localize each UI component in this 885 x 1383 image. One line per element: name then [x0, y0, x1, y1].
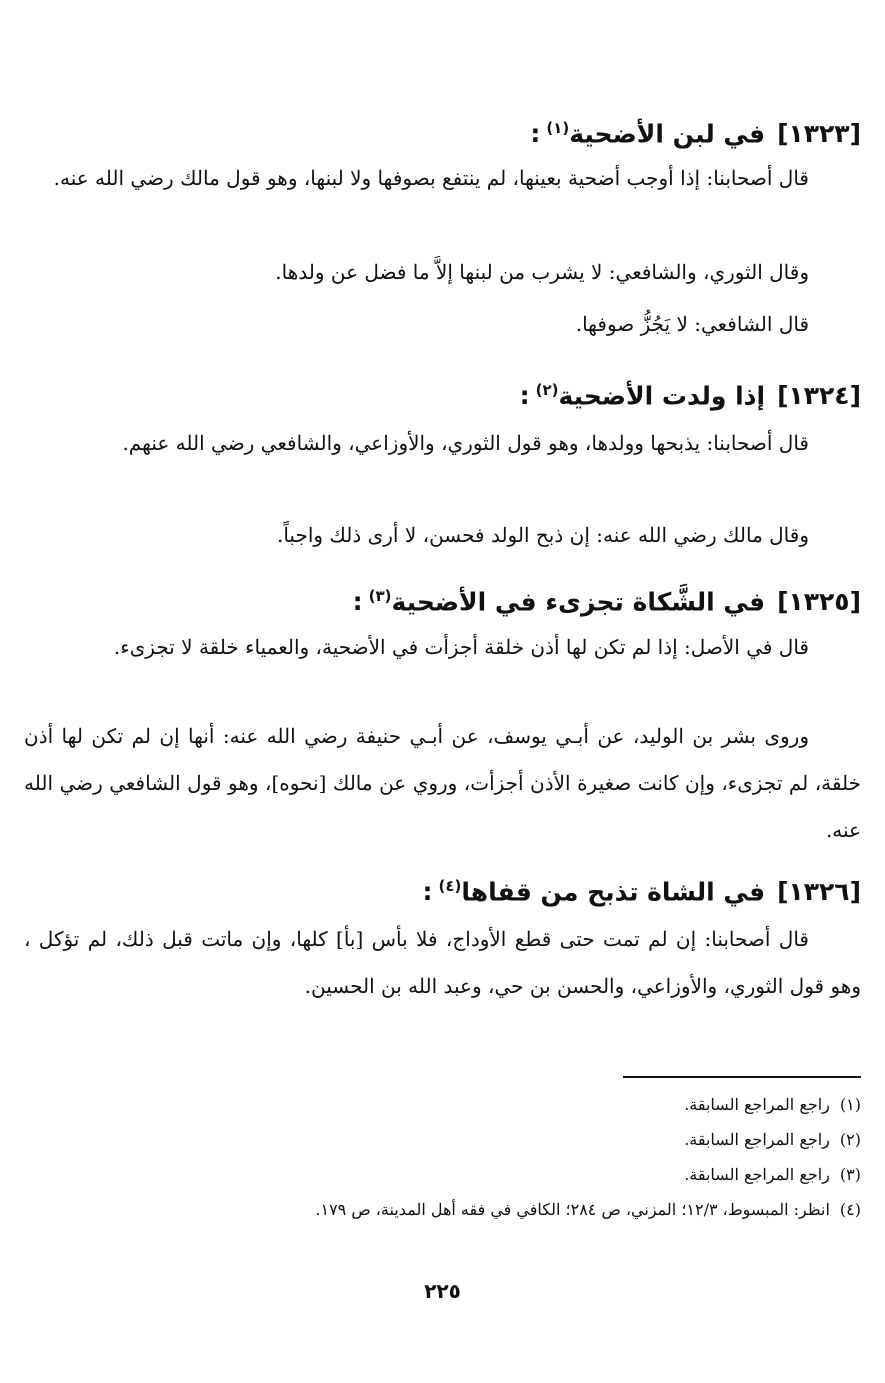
- section-heading-1325: [24, 576, 861, 622]
- footnote: [24, 1160, 861, 1190]
- footnote-mark: (٢): [535, 381, 559, 399]
- paragraph: وقال الثوري، والشافعي: لا يشرب من لبنها إلاَّ ما فضل عن ولدها.: [275, 260, 809, 284]
- paragraph: قال أصحابنا: يذبحها وولدها، وهو قول الثوري، والأوزاعي، والشافعي رضي الله عنهم.: [122, 431, 809, 455]
- heading-colon: :: [422, 877, 433, 907]
- section-heading-1326: [24, 866, 861, 912]
- paragraph: قال في الأصل: إذا لم تكن لها أذن خلقة أجزأت في الأضحية، والعمياء خلقة لا تجزىء.: [113, 635, 809, 659]
- footnote-number: (٢): [839, 1130, 861, 1149]
- footnote-number: (١): [839, 1095, 861, 1114]
- footnote-text: انظر: المبسوط، ١٢/٣؛ المزني، ص ٢٨٤؛ الكافي في فقه أهل المدينة، ص ١٧٩.: [315, 1200, 830, 1219]
- heading-colon: :: [352, 587, 363, 617]
- footnote-text: راجع المراجع السابقة.: [684, 1130, 830, 1149]
- section-number: [١٣٢٣]: [777, 119, 861, 149]
- footnote-divider: [623, 1076, 861, 1078]
- footnote: [24, 1090, 861, 1120]
- footnote-number: (٤): [839, 1200, 861, 1219]
- heading-colon: :: [530, 119, 541, 149]
- section-title: في الشاة تذبح من قفاها: [461, 877, 766, 907]
- footnote: [24, 1125, 861, 1155]
- paragraph: قال أصحابنا: إذا أوجب أضحية بعينها، لم ينتفع بصوفها ولا لبنها، وهو قول مالك رضي الله عنه.: [53, 166, 809, 190]
- paragraph: وروى بشر بن الوليد، عن أبـي يوسف، عن أبـي حنيفة رضي الله عنه: أنها إن لم تكن لها أذن خلقة، لم تجزىء، وإن كانت صغيرة الأذن أجزأت، وروي عن مالك [نحوه]، وهو قول الشافعي رضي الله عنه.: [24, 724, 861, 842]
- paragraph: قال الشافعي: لا يَجُزُّ صوفها.: [575, 312, 809, 336]
- footnote-text: راجع المراجع السابقة.: [684, 1095, 830, 1114]
- footnote-mark: (١): [546, 119, 570, 137]
- section-title: في لبن الأضحية: [569, 119, 766, 149]
- footnote-number: (٣): [839, 1165, 861, 1184]
- section-number: [١٣٢٤]: [777, 381, 861, 411]
- heading-colon: :: [519, 381, 530, 411]
- page-number: ٢٢٥: [424, 1279, 461, 1303]
- paragraph: قال أصحابنا: إن لم تمت حتى قطع الأوداج، فلا بأس [بأ] كلها، وإن ماتت قبل ذلك، لم تؤكل ، وهو قول الثوري، والأوزاعي، والحسن بن حي، وعبد الله بن الحسين.: [24, 927, 861, 998]
- section-heading-1323: [24, 108, 861, 154]
- section-number: [١٣٢٥]: [777, 587, 861, 617]
- section-heading-1324: [24, 370, 861, 416]
- paragraph: وقال مالك رضي الله عنه: إن ذبح الولد فحسن، لا أرى ذلك واجباً.: [276, 523, 809, 547]
- footnote-mark: (٣): [368, 587, 392, 605]
- section-number: [١٣٢٦]: [777, 877, 861, 907]
- section-title: في الشَّكاة تجزىء في الأضحية: [391, 587, 766, 617]
- footnote: [24, 1195, 861, 1225]
- footnote-mark: (٤): [438, 877, 462, 895]
- section-title: إذا ولدت الأضحية: [558, 381, 766, 411]
- footnote-text: راجع المراجع السابقة.: [684, 1165, 830, 1184]
